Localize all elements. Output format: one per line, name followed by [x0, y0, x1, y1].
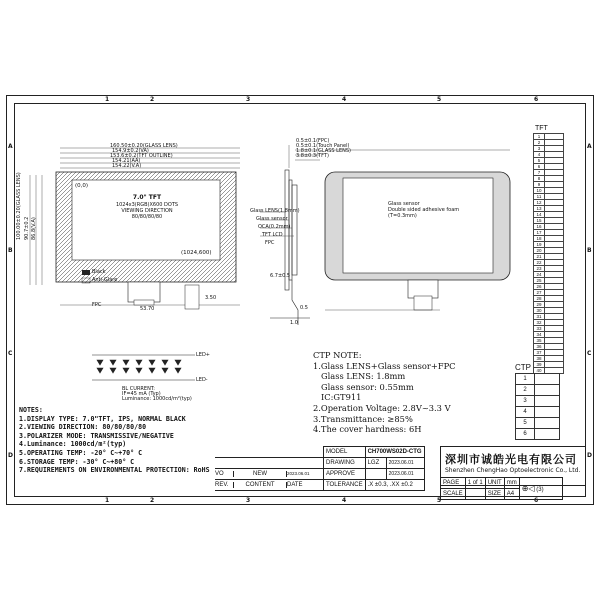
origin-label: (0,0) — [75, 183, 89, 189]
zone-col-bottom: 5 — [437, 497, 442, 504]
tft-pin-number: 37 — [534, 350, 545, 356]
rev-label: REV. — [215, 482, 234, 488]
rev-vo: VO — [215, 471, 234, 477]
ctp-pin-row — [516, 429, 560, 440]
projection-cell — [519, 478, 562, 500]
ctp-note-title: CTP NOTE: — [313, 350, 362, 360]
projection-label: (3) — [536, 487, 544, 493]
drawing-date: 2023.06.01 — [386, 458, 424, 469]
side-dim-lens: 1.8±0.1(GLASS LENS) — [296, 148, 351, 154]
tft-pin-number: 16 — [534, 224, 545, 230]
back-label-sensor: Glass sensor — [388, 201, 420, 207]
zone-col-top: 6 — [534, 96, 539, 103]
dim-va2: 154.22(V.A) — [112, 163, 142, 169]
zone-col-top: 5 — [437, 96, 442, 103]
tft-pin-number: 9 — [534, 182, 545, 188]
tft-pin-number: 10 — [534, 188, 545, 194]
tft-pin-number: 36 — [534, 344, 545, 350]
ctp-pin-row — [516, 418, 560, 429]
ctp-note-line: 1.Glass LENS+Glass sensor+FPC — [313, 360, 456, 371]
ctp-pin-number: 4 — [516, 407, 535, 418]
tolerance-label: TOLERANCE — [324, 480, 366, 491]
note-item: 5.OPERATING TEMP: -20° C~+70° C — [19, 448, 143, 457]
zone-col-top: 2 — [150, 96, 155, 103]
display-angles: 80/80/80/80 — [131, 214, 163, 220]
company-name-cn: 深圳市诚皓光电有限公司 — [445, 453, 577, 466]
side-label-fpc: FPC — [265, 240, 275, 246]
tft-pin-number: 20 — [534, 248, 545, 254]
approve-date: 2023.06.01 — [386, 469, 424, 480]
side-dim-2: 0.5 — [300, 305, 308, 311]
tft-pin-number: 39 — [534, 362, 545, 368]
ctp-pin-number: 3 — [516, 396, 535, 407]
back-label-foam: Double sided adhesive foam — [388, 207, 460, 213]
tft-pin-number: 38 — [534, 356, 545, 362]
dim-aa: 154.21(AA) — [112, 158, 141, 164]
side-dim-fpc: 0.5±0.1(FPC) — [296, 138, 330, 144]
tft-table-title: TFT — [535, 125, 548, 132]
tft-pin-number: 40 — [534, 368, 545, 374]
display-viewing: VIEWING DIRECTION — [121, 208, 173, 214]
note-item: 2.VIEWING DIRECTION: 80/80/80/80 — [19, 423, 147, 432]
note-item: 3.POLARIZER MODE: TRANSMISSIVE/NEGATIVE — [19, 431, 174, 440]
tft-pin-number: 15 — [534, 218, 545, 224]
date-label: DATE — [287, 482, 303, 488]
zone-row-right: B — [587, 247, 592, 254]
tft-pin-number: 7 — [534, 170, 545, 176]
zone-col-top: 4 — [342, 96, 347, 103]
zone-row-left: D — [8, 452, 13, 459]
side-dim-tft: 3.8±0.3(TFT) — [296, 153, 329, 159]
side-dim-3: 1.0 — [290, 320, 298, 326]
tft-pin-number: 5 — [534, 158, 545, 164]
tft-pin-number: 8 — [534, 176, 545, 182]
zone-row-right: D — [587, 452, 592, 459]
tft-pin-number: 34 — [534, 332, 545, 338]
zone-col-bottom: 3 — [246, 497, 251, 504]
tft-pin-number: 35 — [534, 338, 545, 344]
zone-col-bottom: 1 — [105, 497, 110, 504]
ctp-note-line: 3.Transmittance: ≥85% — [313, 413, 413, 424]
rev-new: NEW — [234, 471, 287, 477]
ctp-note-block — [313, 350, 456, 435]
tft-pin-number: 25 — [534, 278, 545, 284]
ctp-pin-signal — [535, 418, 560, 429]
tolerance-value: .X ±0.3, .XX ±0.2 — [365, 480, 424, 491]
back-label-thickness: (T=0.3mm) — [388, 213, 417, 219]
company-name-en: Shenzhen ChengHao Optoelectronic Co., Ltd. — [445, 467, 581, 474]
model-label: MODEL — [324, 447, 366, 458]
ctp-pin-signal — [535, 407, 560, 418]
size-label: SIZE — [485, 489, 504, 500]
note-item: 6.STORAGE TEMP: -30° C~+80° C — [19, 457, 135, 466]
led-note-lum: Luminance: 1000cd/m²(typ) — [122, 396, 192, 402]
led-minus-label: LED- — [196, 377, 208, 383]
title-block — [215, 446, 425, 491]
ctp-pin-signal — [535, 374, 560, 385]
tft-pin-number: 17 — [534, 230, 545, 236]
zone-col-top: 3 — [246, 96, 251, 103]
tft-pin-number: 6 — [534, 164, 545, 170]
ctp-pin-signal — [535, 385, 560, 396]
side-dim-1: 6.7±0.5 — [270, 273, 291, 279]
end-label: (1024,600) — [181, 250, 212, 256]
ctp-pin-row — [516, 396, 560, 407]
side-label-tft: TFT LCD — [262, 232, 283, 238]
tft-pin-number: 12 — [534, 200, 545, 206]
tft-pin-number: 30 — [534, 308, 545, 314]
tft-pin-number: 4 — [534, 152, 545, 158]
zone-row-left: C — [8, 350, 13, 357]
note-item: 1.DISPLAY TYPE: 7.0"TFT, IPS, NORMAL BLACK — [19, 414, 186, 423]
tft-pin-number: 3 — [534, 146, 545, 152]
zone-row-right: A — [587, 143, 592, 150]
ctp-pin-signal — [535, 396, 560, 407]
page-label: PAGE — [441, 478, 466, 489]
tft-pin-table — [533, 133, 564, 374]
zone-col-top: 1 — [105, 96, 110, 103]
side-dim-touch: 0.5±0.1(Touch Panel) — [296, 143, 350, 149]
tft-pin-number: 2 — [534, 140, 545, 146]
notes-title: NOTES: — [19, 406, 43, 414]
tft-pin-number: 18 — [534, 236, 545, 242]
ctp-pin-number: 5 — [516, 418, 535, 429]
zone-col-bottom: 4 — [342, 497, 347, 504]
display-resolution: 1024x3(RGB)X600 DOTS — [115, 202, 179, 208]
note-item: 7.REQUIREMENTS ON ENVIRONMENTAL PROTECTION: RoHS — [19, 466, 210, 475]
dim-height-2: 90.7±0.2 — [24, 216, 30, 240]
tft-pin-number: 29 — [534, 302, 545, 308]
note-item: 4.Luminance: 1000cd/m²(typ) — [19, 440, 127, 449]
dim-outline: 153.6±0.2(TFT OUTLINE) — [110, 153, 173, 159]
projection-icon: ⊕◁ — [521, 484, 535, 493]
zone-row-left: A — [8, 143, 13, 150]
page-value: 1 of 1 — [465, 478, 485, 489]
tft-pin-number: 1 — [534, 134, 545, 140]
content-label: CONTENT — [234, 482, 287, 488]
ctp-table-title: CTP — [515, 363, 531, 372]
dim-fpc-offset: 3.50 — [205, 295, 217, 301]
scale-label: SCALE — [441, 489, 466, 500]
tft-pin-number: 31 — [534, 314, 545, 320]
approve-label: APPROVE — [324, 469, 366, 480]
dim-fpc-width: 53.70 — [140, 306, 155, 312]
tft-pin-number: 27 — [534, 290, 545, 296]
ctp-note-line: Glass LENS: 1.8mm — [321, 371, 406, 382]
dim-height-va: 86.8(V.A) — [31, 217, 37, 240]
ctp-pin-number: 6 — [516, 429, 535, 440]
ctp-note-line: Glass sensor: 0.55mm — [321, 381, 414, 392]
tft-pin-number: 19 — [534, 242, 545, 248]
ctp-pin-row — [516, 385, 560, 396]
rev-date: 2023.06.01 — [287, 471, 310, 476]
size-value: A4 — [504, 489, 519, 500]
ctp-pin-number: 2 — [516, 385, 535, 396]
led-note-current: BL CURRENT: — [122, 386, 155, 392]
ctp-note-line: 4.The cover hardness: 6H — [313, 424, 422, 435]
dim-lens-height: 100.00±0.20(GLASS LENS) — [16, 172, 22, 240]
tft-pin-number: 13 — [534, 206, 545, 212]
tft-pin-number: 22 — [534, 260, 545, 266]
side-label-oca: OCA(0.2mm) — [258, 224, 291, 230]
tft-pin-number: 21 — [534, 254, 545, 260]
side-label-sensor: Glass sensor — [256, 216, 288, 222]
model-value: CH700WS02D-CTG — [365, 447, 424, 458]
page-info-table — [440, 477, 563, 500]
tft-pin-number: 28 — [534, 296, 545, 302]
unit-value: mm — [504, 478, 519, 489]
ctp-pin-row — [516, 407, 560, 418]
dim-va: 154.9±0.2(VA) — [112, 148, 149, 154]
tft-pin-number: 32 — [534, 320, 545, 326]
ctp-pin-signal — [535, 429, 560, 440]
side-label-lens: Glass LENS(1.8mm) — [250, 208, 300, 214]
zone-row-left: B — [8, 247, 13, 254]
tft-pin-number: 11 — [534, 194, 545, 200]
tft-pin-number: 33 — [534, 326, 545, 332]
zone-col-bottom: 2 — [150, 497, 155, 504]
drawing-value: LGZ — [365, 458, 386, 469]
display-title: 7.0" TFT — [132, 194, 162, 201]
ctp-note-line: 2.Operation Voltage: 2.8V~3.3 V — [313, 402, 451, 413]
unit-label: UNIT — [485, 478, 504, 489]
zone-row-right: C — [587, 350, 592, 357]
legend-anti-glare: Anti-Glare — [92, 277, 118, 283]
ctp-pin-table — [515, 373, 560, 440]
ctp-pin-row — [516, 374, 560, 385]
legend-black: Black — [92, 269, 106, 275]
drawing-label: DRAWING — [324, 458, 366, 469]
tft-pin-number: 24 — [534, 272, 545, 278]
tft-pin-number: 23 — [534, 266, 545, 272]
led-note-if: IF=45 mA (Typ) — [122, 391, 161, 397]
ctp-note-line: IC:GT911 — [321, 392, 362, 403]
ctp-pin-number: 1 — [516, 374, 535, 385]
notes-block — [19, 406, 210, 475]
zone-col-bottom: 6 — [534, 497, 539, 504]
dim-fpc: FPC — [92, 302, 102, 308]
tft-pin-number: 26 — [534, 284, 545, 290]
dim-glass-lens: 160.50±0.20(GLASS LENS) — [110, 143, 178, 149]
tft-pin-number: 14 — [534, 212, 545, 218]
led-plus-label: LED+ — [196, 352, 210, 358]
